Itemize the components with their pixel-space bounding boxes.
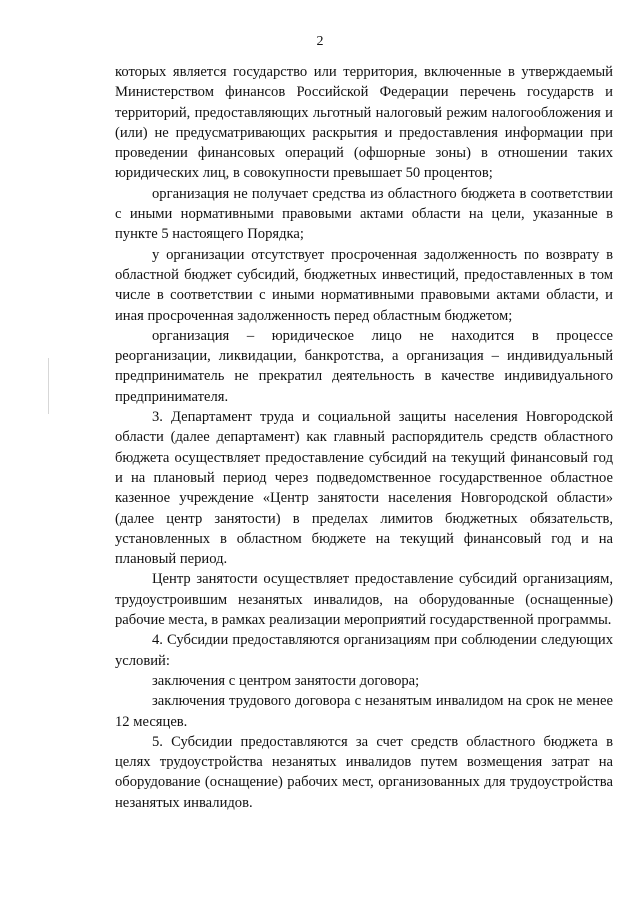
page-number: 2 <box>316 34 324 49</box>
document-body <box>115 62 613 813</box>
paragraph-clause-5: 5. Субсидии предоставляются за счет средств областного бюджета в целях трудоустройства незанятых инвалидов путем возмещения затрат на оборудование (оснащение) рабочих мест, организованных для трудоустройства незанятых инвалидов. <box>115 733 613 811</box>
paragraph-clause-4: 4. Субсидии предоставляются организациям при соблюдении следующих условий: <box>115 632 613 669</box>
paragraph-no-reorganization: организация – юридическое лицо не находится в процессе реорганизации, ликвидации, банкротства, а организация – индивидуальный предприниматель не прекратил деятельность в качестве индивидуального предпринимателя. <box>115 327 613 405</box>
paragraph-no-overdue-debt: у организации отсутствует просроченная задолженность по возврату в областной бюджет субсидий, бюджетных инвестиций, предоставленных в том числе в соответствии с иными нормативными правовыми актами области, и иная просроченная задолженность перед областным бюджетом; <box>115 246 613 324</box>
paragraph-condition-contract: заключения с центром занятости договора; <box>152 672 420 689</box>
paragraph-employment-center: Центр занятости осуществляет предоставление субсидий организациям, трудоустроившим незанятых инвалидов, на оборудованные (оснащенные) рабочие места, в рамках реализации мероприятий государственной программы. <box>115 571 613 629</box>
paragraph-condition-labor-contract: заключения трудового договора с незанятым инвалидом на срок не менее 12 месяцев. <box>115 693 613 730</box>
paragraph-clause-3: 3. Департамент труда и социальной защиты населения Новгородской области (далее департамент) как главный распорядитель средств областного бюджета осуществляет предоставление субсидий на текущий финансовый год и на плановый период через подведомственное государственное областное казенное учреждение «Центр занятости населения Новгородской области» (далее центр занятости) в пределах лимитов бюджетных обязательств, установленных в областном бюджете на текущий финансовый год и на плановый период. <box>115 409 613 568</box>
paragraph-offshore-share: которых является государство или территория, включенные в утверждаемый Министерством финансов Российской Федерации перечень государств и территорий, предоставляющих льготный налоговый режим налогообложения и (или) не предусматривающих раскрытия и предоставления информации при проведении финансовых операций (офшорные зоны) в отношении таких юридических лиц, в совокупности превышает 50 процентов; <box>115 64 613 182</box>
paragraph-no-other-funds: организация не получает средства из областного бюджета в соответствии с иными нормативными правовыми актами области на цели, указанные в пункте 5 настоящего Порядка; <box>115 185 613 243</box>
margin-mark <box>48 358 49 414</box>
